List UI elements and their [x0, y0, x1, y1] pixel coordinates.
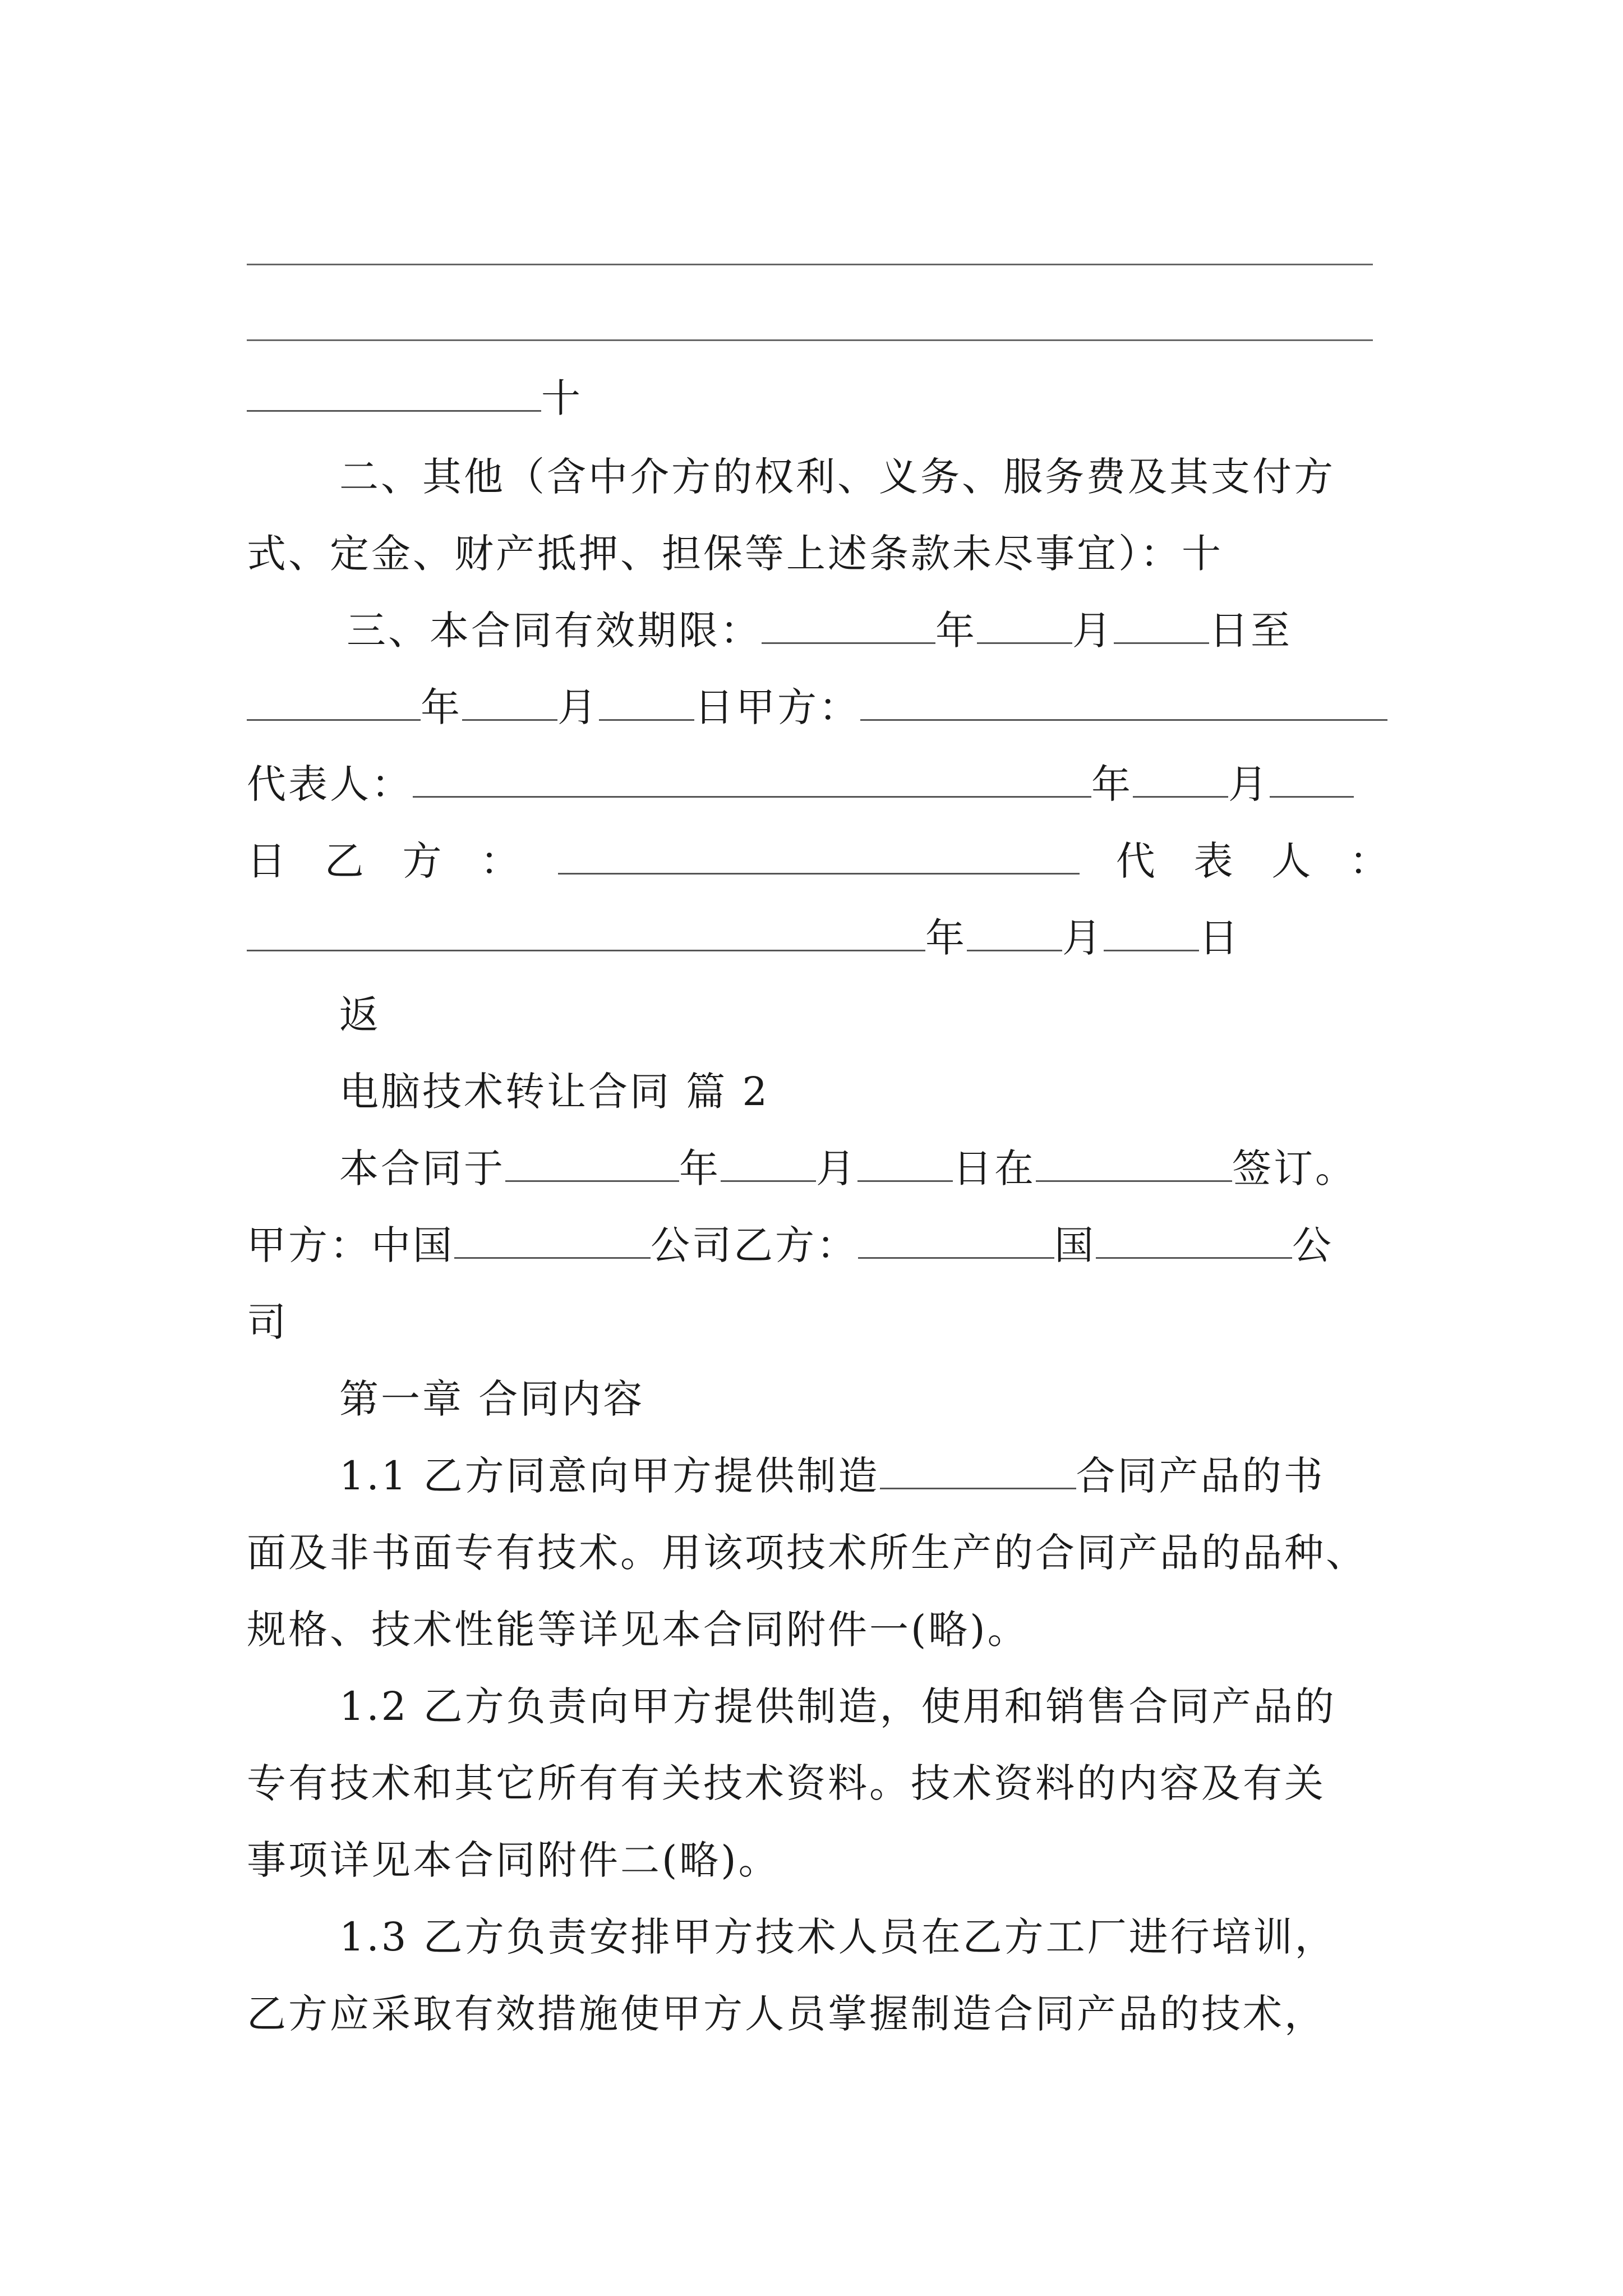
clause-1-1-line2: 面及非书面专有技术。用该项技术所生产的合同产品的品种、 [247, 1530, 1367, 1576]
sign-day-at: 日在 [953, 1145, 1036, 1191]
rule-tail-line [247, 370, 1391, 426]
term-intro: 三、本合同有效期限： [347, 608, 762, 654]
term-year-label: 年 [935, 608, 977, 654]
colon-char-2: ： [1349, 838, 1391, 884]
rep-year-label: 年 [1091, 761, 1133, 807]
ren-char: 人 [1271, 838, 1313, 884]
colon-char: ： [480, 838, 522, 884]
para3-line1 [347, 602, 1491, 659]
clause-1-1-a: 1.1 乙方同意向甲方提供制造 [339, 1453, 880, 1499]
clause-1-2-line3: 事项详见本合同附件二(略)。 [247, 1837, 780, 1883]
dai-char: 代 [1115, 838, 1158, 884]
chapter1-title: 第一章 合同内容 [339, 1376, 645, 1422]
party-a-china: 甲方：中国 [247, 1222, 454, 1268]
clause-1-2-line1: 1.2 乙方负责向甲方提供制造，使用和销售合同产品的 [339, 1683, 1336, 1729]
return-text: 返 [339, 992, 381, 1038]
sign-line [339, 1140, 1483, 1197]
parties-line-2: 司 [247, 1299, 288, 1345]
party-b-blank [558, 834, 1080, 875]
rep-month-label: 月 [1228, 761, 1270, 807]
party-a-rep-label: 代表人： [247, 761, 413, 807]
day-label: 日 [247, 838, 288, 884]
fang-char: 方 [402, 838, 444, 884]
b-year-label: 年 [925, 915, 967, 961]
para3-line4 [247, 833, 1391, 889]
end-month-label: 月 [557, 684, 599, 730]
yi-char: 乙 [324, 838, 366, 884]
clause-1-3-line1: 1.3 乙方负责安排甲方技术人员在乙方工厂进行培训， [339, 1914, 1336, 1960]
clause-1-1-line3: 规格、技术性能等详见本合同附件一(略)。 [247, 1607, 1029, 1653]
clause-1-3-line2: 乙方应采取有效措施使甲方人员掌握制造合同产品的技术， [247, 1991, 1326, 2037]
section-title: 电脑技术转让合同 篇 2 [339, 1069, 770, 1115]
para3-line5 [247, 910, 1391, 966]
gong-char: 公 [1292, 1222, 1334, 1268]
para2-line2: 式、定金、财产抵押、担保等上述条款未尽事宜）：十 [247, 531, 1223, 577]
para3-line3 [247, 756, 1391, 812]
blank-rule-1 [247, 264, 1373, 265]
sign-month: 月 [816, 1145, 857, 1191]
term-day-to-label: 日至 [1209, 608, 1292, 654]
country-label: 国 [1054, 1222, 1096, 1268]
b-day-label: 日 [1199, 915, 1241, 961]
sign-suffix: 签订。 [1232, 1145, 1357, 1191]
para2-line1: 二、其他（含中介方的权利、义务、服务费及其支付方 [339, 454, 1335, 500]
sign-prefix: 本合同于 [339, 1145, 505, 1191]
sign-year: 年 [679, 1145, 721, 1191]
b-month-label: 月 [1062, 915, 1104, 961]
party-a-label: 日甲方： [694, 684, 860, 730]
clause-1-1-line1 [339, 1448, 1483, 1504]
blank-rule-2 [247, 339, 1373, 341]
para3-line2 [247, 679, 1391, 735]
clause-1-2-line2: 专有技术和其它所有有关技术资料。技术资料的内容及有关 [247, 1760, 1326, 1806]
clause-1-1-b: 合同产品的书 [1076, 1453, 1325, 1499]
parties-line [247, 1217, 1391, 1273]
term-month-label: 月 [1072, 608, 1114, 654]
end-year-label: 年 [421, 684, 462, 730]
company-party-b: 公司乙方： [651, 1222, 858, 1268]
rule-tail-text: 十 [541, 375, 583, 421]
biao-char: 表 [1193, 838, 1235, 884]
